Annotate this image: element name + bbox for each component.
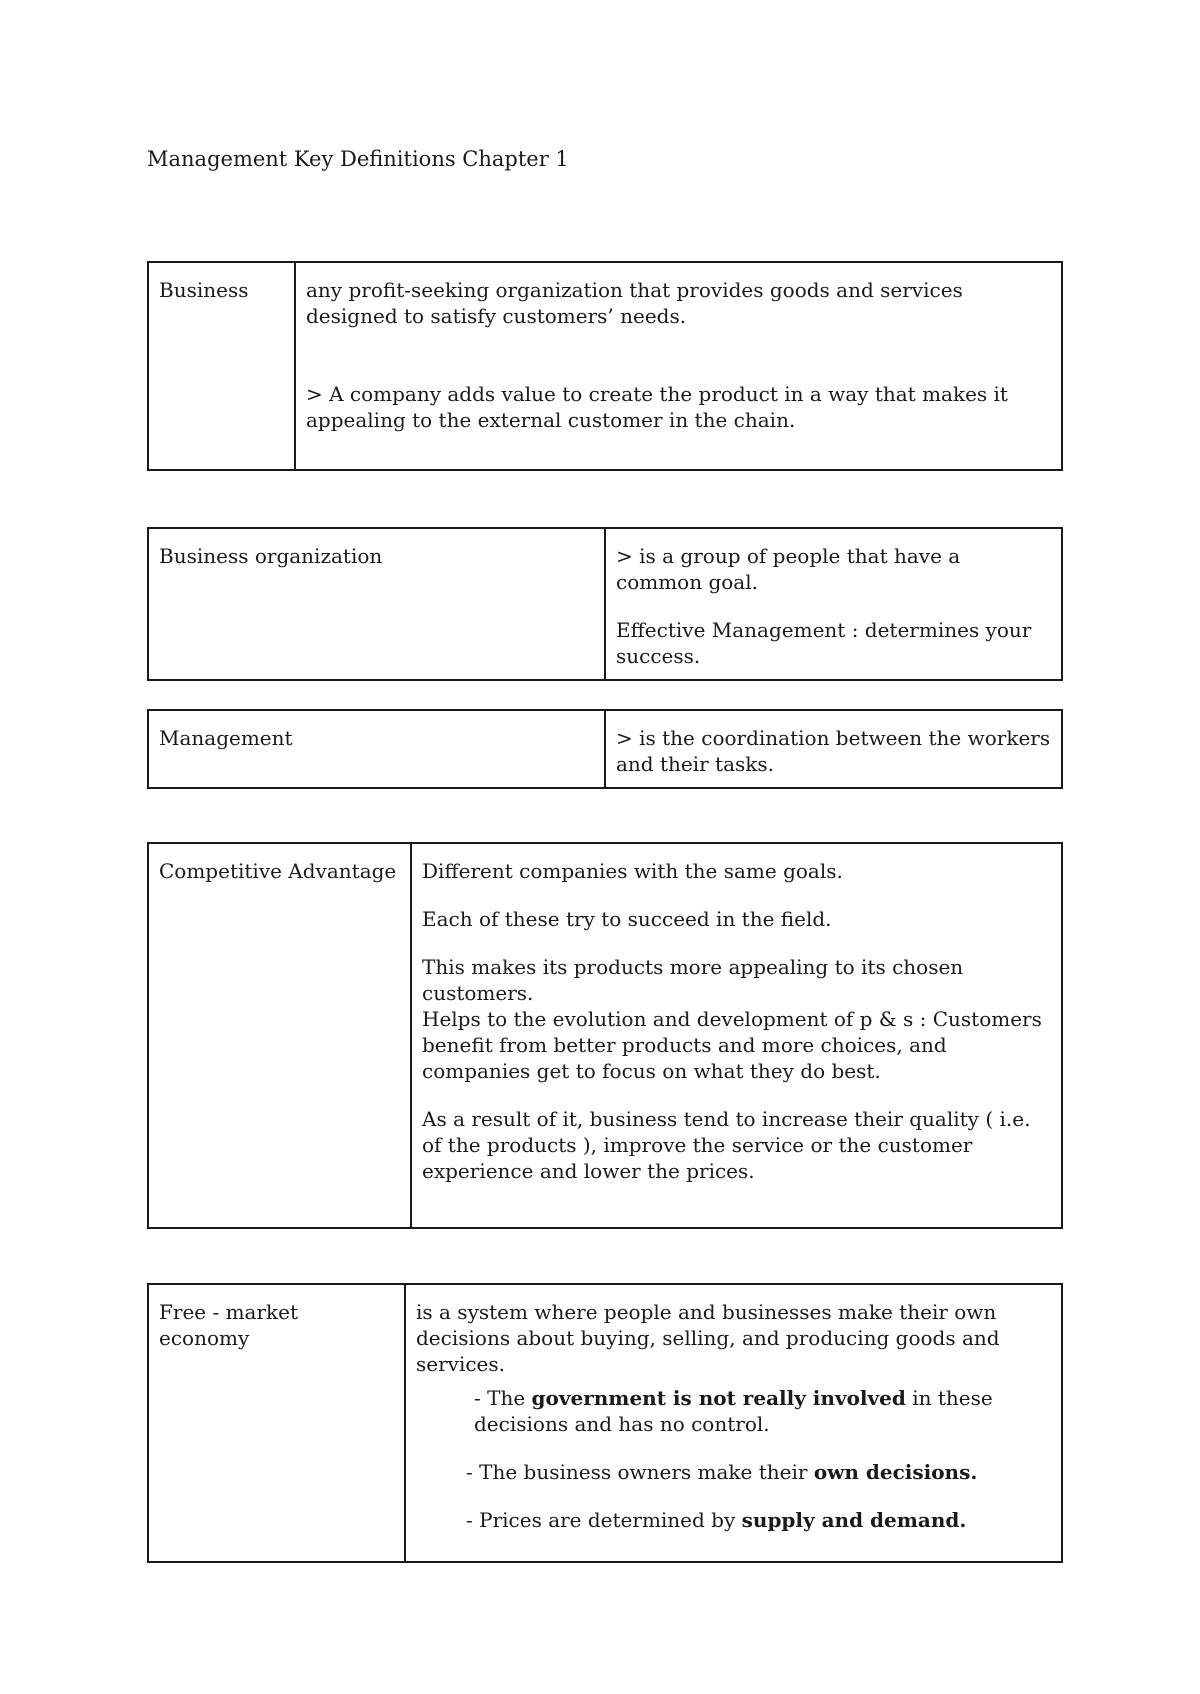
definition-line: is a system where people and businesses make their own decisions about buying, selling, and producing goods and services. (416, 1300, 1000, 1376)
definition-cell (605, 710, 1062, 788)
definition-line: Each of these try to succeed in the field. (422, 907, 832, 931)
term: Business (159, 278, 249, 302)
page-title: Management Key Definitions Chapter 1 (147, 147, 569, 171)
definition-line: This makes its products more appealing to its chosen customers. (422, 955, 964, 1005)
definition-cell (405, 1284, 1062, 1562)
term-cell (148, 843, 411, 1228)
bullet-pre: - Prices are determined by (466, 1508, 742, 1532)
bullet-point (416, 1507, 1051, 1533)
term-cell (148, 1284, 405, 1562)
definition-line: > is the coordination between the workers and their tasks. (616, 726, 1051, 776)
bullet-bold: own decisions. (813, 1460, 978, 1484)
definition-line: > A company adds value to create the product in a way that makes it appealing to the external customer in the chain. (306, 382, 1008, 432)
bullet-bold: government is not really involved (531, 1386, 906, 1410)
bullet-bold: supply and demand. (741, 1508, 967, 1532)
bullet-post: in these decisions and has no control. (474, 1386, 993, 1436)
term-cell (148, 710, 605, 788)
term: Competitive Advantage (159, 859, 397, 883)
definition-line: > is a group of people that have a common goal. (616, 544, 961, 594)
definition-line: Effective Management : determines your success. (616, 618, 1032, 668)
definition-cell (411, 843, 1062, 1228)
definition-table-free-market-economy (147, 1283, 1063, 1563)
term-cell (148, 528, 605, 680)
definition-table-business (147, 261, 1063, 471)
definition-line: any profit-seeking organization that provides goods and services designed to satisfy customers’ needs. (306, 278, 963, 328)
term: Free - market economy (159, 1300, 299, 1350)
definition-table-business-organization (147, 527, 1063, 681)
term: Management (159, 726, 293, 750)
definition-cell (605, 528, 1062, 680)
bullet-pre: - The (474, 1386, 532, 1410)
bullet-pre: - The business owners make their (466, 1460, 814, 1484)
definition-cell (295, 262, 1062, 470)
definition-line: Helps to the evolution and development of p & s : Customers benefit from better products and more choices, and companies get to focus on what they do best. (422, 1007, 1042, 1083)
definition-line: Different companies with the same goals. (422, 859, 843, 883)
term: Business organization (159, 544, 383, 568)
bullet-point (416, 1385, 1051, 1437)
definition-table-competitive-advantage (147, 842, 1063, 1229)
definition-line: As a result of it, business tend to increase their quality ( i.e. of the products ), improve the service or the customer experience and lower the prices. (422, 1107, 1031, 1183)
definition-table-management (147, 709, 1063, 789)
bullet-point (416, 1459, 1051, 1485)
term-cell (148, 262, 295, 470)
